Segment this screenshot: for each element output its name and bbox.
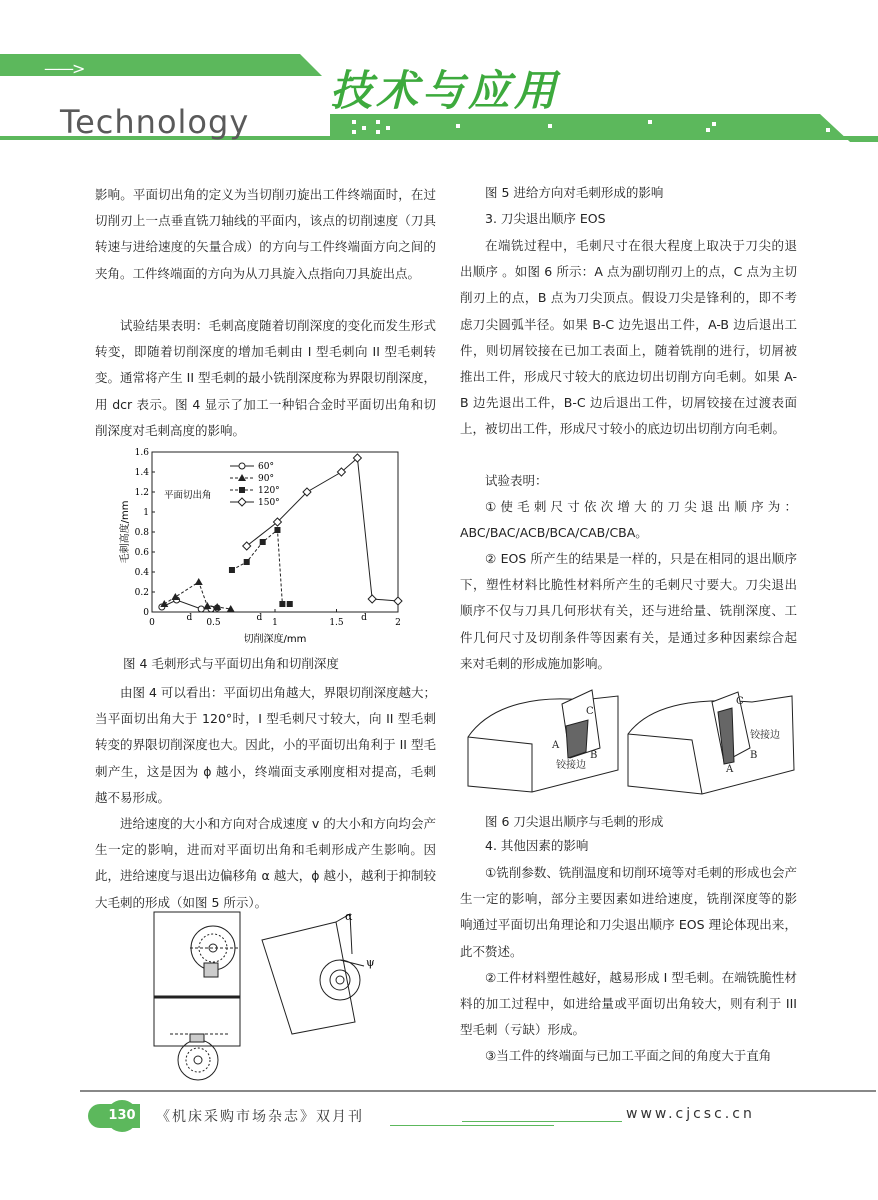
x-tick-label: 0 (149, 618, 155, 628)
right-paragraph-5: ①铣削参数、铣削温度和切削环境等对毛刺的形成也会产生一定的影响，部分主要因素如进给速度，铣削深度等的影响通过平面切出角理论和刀尖退出顺序 EOS 理论体现出来，此不赘述。 (460, 865, 797, 959)
dcr-annotation: d (256, 613, 263, 623)
y-tick-label: 0.8 (134, 528, 149, 538)
right-paragraph-4: ② EOS 所产生的结果是一样的，只是在相同的退出顺序下，塑性材料比脆性材料所产生的毛刺尺寸要大。刀尖退出顺序不仅与刀具几何形状有关，还与进给量、铣削深度、工件几何尺寸及切削条件等因素有关，是通过多种因素综合起来对毛刺的形成施加影响。 (460, 551, 797, 671)
data-point (229, 567, 235, 573)
right-paragraph-3: ①使毛刺尺寸依次增大的刀尖退出顺序为：ABC/BAC/ACB/BCA/CAB/CBA。 (460, 499, 797, 541)
left-paragraph-4: 进给速度的大小和方向对合成速度 v 的大小和方向均会产生一定的影响，进而对平面切出角和毛刺形成产生影响。因此，进给速度与退出边偏移角 α 越大，ϕ 越小，越利于抑制较大毛刺的形成（如图 5 所示）。 (95, 816, 436, 910)
y-tick-label: 1 (143, 508, 149, 518)
figure-6-caption: 图 6 刀尖退出顺序与毛刺的形成 (485, 814, 664, 829)
figure-6-diagram (462, 682, 802, 812)
y-tick-label: 0.2 (134, 588, 149, 598)
data-point (160, 600, 168, 607)
legend-label: 60° (258, 462, 274, 472)
alpha-label: α (345, 910, 353, 923)
workpiece-rotated (262, 922, 355, 1034)
y-tick-label: 0.4 (134, 568, 149, 578)
left-paragraph-2: 试验结果表明：毛刺高度随着切削深度的变化而发生形式转变，即随着切削深度的增加毛刺由 I 型毛刺向 II 型毛刺转变。通常将产生 II 型毛刺的最小铣削深度称为界限切削深度，用 dcr 表示。图 4 显示了加工一种铝合金时平面切出角和切削深度对毛刺高度的影响。 (95, 318, 436, 438)
footer-divider (80, 1090, 876, 1092)
workpiece-rect-1 (154, 912, 240, 998)
legend-marker (239, 463, 245, 469)
legend-title: 平面切出角 (164, 490, 212, 501)
data-point (279, 601, 285, 607)
dcr-annotation: d (361, 613, 367, 623)
data-point (274, 527, 280, 533)
y-axis-label: 毛刺高度/mm (120, 500, 131, 564)
data-point (171, 593, 179, 600)
label-a-right: A (726, 764, 734, 775)
right-paragraph-1: 在端铣过程中，毛刺尺寸在很大程度上取决于刀尖的退出顺序 。如图 6 所示：A 点为副切削刃上的点，C 点为主切削刃上的点，B 点为刀尖顶点。假设刀尖是锋利的，即不考虑刀尖圆弧半径。如果 B-C 边先退出工件，A-B 边后退出工件，则切屑铰接在已加工表面上，随着铣削的进行，切屑被推出工件，形成尺寸较大的底边切出切削方向毛刺。如果 A-B 边先退出工件，B-C 边后退出工件，切屑铰接在过渡表面上，被切出工件，形成尺寸较小的底边切出切削方向毛刺。 (460, 238, 797, 437)
legend-label: 120° (258, 486, 280, 496)
data-point (368, 595, 376, 603)
x-tick-label: 1.5 (329, 618, 344, 628)
data-point (394, 597, 402, 605)
footer-green-line (462, 1121, 622, 1122)
section-3-heading: 3. 刀尖退出顺序 EOS (485, 211, 606, 226)
label-c-left: C (586, 706, 594, 717)
y-tick-label: 0 (143, 608, 149, 618)
section-4-heading: 4. 其他因素的影响 (485, 838, 589, 853)
legend-marker (239, 487, 245, 493)
left-paragraph-1: 影响。平面切出角的定义为当切削刃旋出工件终端面时，在过切削刃上一点垂直铣刀轴线的平面内，该点的切削速度（刀具转速与进给速度的矢量合成）的方向与工件终端面方向之间的夹角。工件终端面的方向为从刀具旋入点指向刀具旋出点。 (95, 187, 436, 281)
legend-marker (238, 498, 246, 506)
data-point (203, 602, 211, 609)
figure-5-diagram (150, 908, 410, 1083)
hinge-label-left: 铰接边 (556, 760, 586, 771)
x-tick-label: 2 (395, 618, 401, 628)
arrow-icon: ——> (44, 59, 84, 78)
y-tick-label: 1.2 (134, 488, 149, 498)
y-tick-label: 1.6 (134, 448, 149, 458)
right-paragraph-2: 试验表明： (485, 473, 548, 488)
footer-green-line-2 (390, 1125, 554, 1126)
workpiece-right (628, 696, 794, 794)
figure-5-caption: 图 5 进给方向对毛刺形成的影响 (485, 185, 664, 200)
label-b-left: B (590, 750, 598, 761)
data-point (260, 539, 266, 545)
left-paragraph-3: 由图 4 可以看出：平面切出角越大，界限切削深度越大；当平面切出角大于 120°时，I 型毛刺尺寸较大，向 II 型毛刺转变的界限切削深度也大。因此，小的平面切出角利于 II 型毛刺产生，这是因为 ϕ 越小，终端面支承刚度相对提高，毛刺越不易形成。 (95, 685, 436, 805)
figure-4-chart (118, 444, 418, 649)
label-a-left: A (552, 740, 560, 751)
cutter-circle-2 (320, 960, 360, 1000)
legend-label: 90° (258, 474, 274, 484)
data-point (244, 559, 250, 565)
page-number: 130 (106, 1100, 138, 1132)
x-axis-label: 切削深度/mm (243, 634, 307, 645)
psi-label: ψ (366, 956, 375, 969)
data-point (198, 606, 204, 612)
right-paragraph-6: ②工件材料塑性越好，越易形成 I 型毛刺。在端铣脆性材料的加工过程中，如进给量或平面切出角较大，则有利于 III 型毛刺（亏缺）形成。 (460, 970, 797, 1038)
legend-marker (238, 474, 246, 481)
label-b-right: B (750, 750, 758, 761)
dcr-annotation: d (186, 613, 193, 623)
section-title-en: Technology (60, 103, 250, 141)
x-tick-label: 0.5 (206, 618, 221, 628)
data-point (195, 578, 203, 585)
hinge-label-right: 铰接边 (750, 730, 780, 741)
right-paragraph-7: ③当工件的终端面与已加工平面之间的角度大于直角 (485, 1048, 772, 1063)
section-title-cn: 技术与应用 (330, 66, 561, 115)
y-tick-label: 0.6 (134, 548, 149, 558)
figure-4-caption: 图 4 毛刺形式与平面切出角和切削深度 (123, 656, 339, 671)
x-tick-label: 1 (272, 618, 278, 628)
legend-label: 150° (258, 498, 280, 508)
data-point (287, 601, 293, 607)
label-c-right: C (736, 696, 744, 707)
journal-name: 《机床采购市场杂志》双月刊 (156, 1109, 364, 1125)
y-tick-label: 1.4 (134, 468, 149, 478)
website-url: www.cjcsc.cn (626, 1106, 755, 1122)
